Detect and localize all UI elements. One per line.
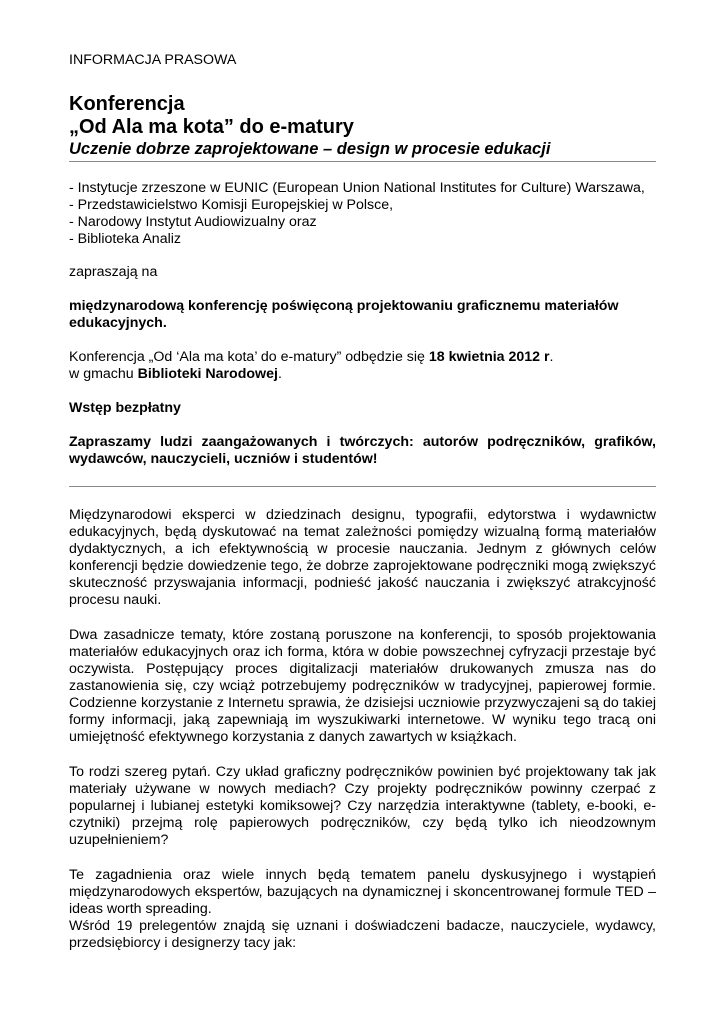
event-date-line — [69, 349, 656, 366]
organizer-item: - Instytucje zrzeszone w EUNIC (European Union National Institutes for Culture) Warszawa, — [69, 180, 645, 196]
document-label: INFORMACJA PRASOWA — [69, 52, 237, 68]
entry-note: Wstęp bezpłatny — [69, 400, 181, 416]
body-paragraph: Dwa zasadnicze tematy, które zostaną poruszone na konferencji, to sposób projektowania materiałów edukacyjnych oraz ich forma, która w dobie powszechnej cyfryzacji przestaje być oczywista. Postępujący proces digitalizacji materiałów drukowanych zmusza nas do zastanowienia się, czy wciąż potrzebujemy podręczników w tradycyjnej, papierowej formie. Codzienne korzystanie z Internetu sprawia, że dzisiejsi uczniowie przyzwyczajeni są do takiej formy informacji, jaką zapewniają im wyszukiwarki internetowe. W wyniku tego tracą oni umiejętność efektywnego korzystania z danych zawartych w książkach. — [69, 627, 656, 745]
event-venue: Biblioteki Narodowej — [137, 366, 278, 382]
press-release-page — [69, 52, 656, 952]
event-date: 18 kwietnia 2012 r — [428, 349, 550, 365]
organizer-item: - Biblioteka Analiz — [69, 231, 181, 247]
header-divider — [69, 161, 656, 162]
event-venue-line — [69, 366, 656, 383]
event-date-suffix: . — [549, 349, 554, 365]
organizer-item: - Narodowy Instytut Audiowizualny oraz — [69, 214, 317, 230]
title-line-2: „Od Ala ma kota” do e-matury — [69, 116, 354, 138]
invite-intro: zapraszają na — [69, 264, 158, 280]
event-date-prefix: Konferencja „Od ‘Ala ma kota’ do e-matury” odbędzie się — [69, 349, 429, 365]
event-venue-prefix: w gmachu — [69, 366, 138, 382]
organizers-list — [69, 180, 656, 248]
title-line-1: Konferencja — [69, 93, 185, 115]
conference-subtitle: Uczenie dobrze zaprojektowane – design w procesie edukacji — [69, 140, 551, 158]
body-paragraph: To rodzi szereg pytań. Czy układ graficzny podręczników powinien być projektowany tak jak materiały używane w nowych mediach? Czy projekty podręczników powinny czerpać z popularnej i lubianej estetyki komiksowej? Czy narzędzia interaktywne (tablety, e-booki, e-czytniki) przejmą rolę papierowych podręczników, czy będą tylko ich nieodzownym uzupełnieniem? — [69, 764, 656, 848]
body-paragraph: Wśród 19 prelegentów znajdą się uznani i doświadczeni badacze, nauczyciele, wydawcy, przedsiębiorcy i designerzy tacy jak: — [69, 918, 656, 951]
invite-headline: międzynarodową konferencję poświęconą projektowaniu graficznemu materiałów edukacyjnych. — [69, 298, 619, 331]
conference-title — [69, 93, 656, 139]
audience-invitation: Zapraszamy ludzi zaangażowanych i twórczych: autorów podręczników, grafików, wydawców, nauczycieli, uczniów i studentów! — [69, 434, 656, 467]
organizer-item: - Przedstawicielstwo Komisji Europejskiej w Polsce, — [69, 197, 394, 213]
section-divider — [69, 486, 656, 487]
body-paragraph: Te zagadnienia oraz wiele innych będą tematem panelu dyskusyjnego i wystąpień międzynarodowych ekspertów, bazujących na dynamicznej i skoncentrowanej formule TED – ideas worth spreading. — [69, 867, 656, 917]
event-venue-suffix: . — [277, 366, 282, 382]
body-paragraph: Międzynarodowi eksperci w dziedzinach designu, typografii, edytorstwa i wydawnictw edukacyjnych, będą dyskutować na temat zależności pomiędzy wizualną formą materiałów dydaktycznych, a ich efektywnością w procesie nauczania. Jednym z głównych celów konferencji będzie dowiedzenie tego, że dobrze zaprojektowane podręczniki mogą zwiększyć skuteczność przyswajania informacji, podnieść jakość nauczania i zwiększyć atrakcyjność procesu nauki. — [69, 507, 656, 608]
